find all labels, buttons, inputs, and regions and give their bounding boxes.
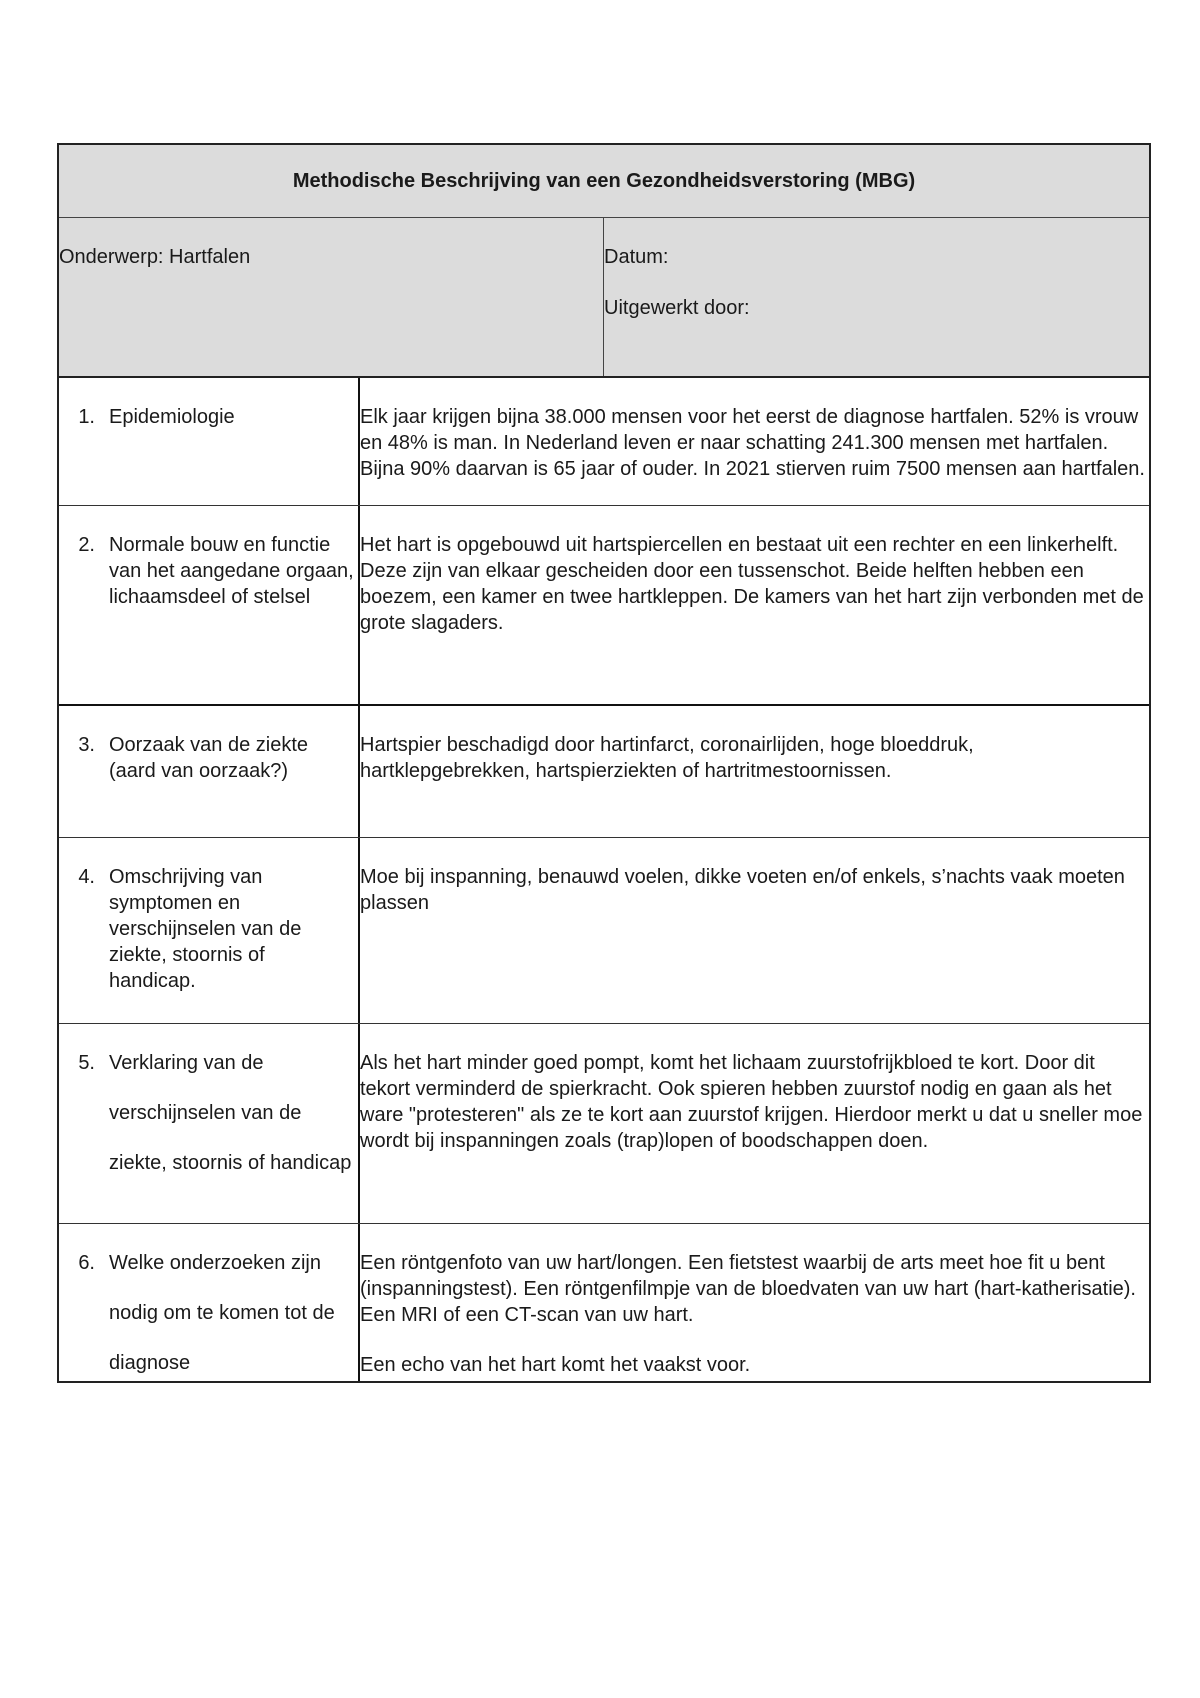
- row-label: Verklaring van de verschijnselen van de ziekte, stoornis of handicap: [109, 1052, 352, 1174]
- row-number: 4.: [78, 866, 95, 888]
- row-text: Elk jaar krijgen bijna 38.000 mensen voor het eerst de diagnose hartfalen. 52% is vrouw en 48% is man. In Nederland leven er naar schatting 241.300 mensen met hartfalen. Bijna 90% daarvan is 65 jaar of ouder. In 2021 stierven ruim 7500 mensen aan hartfalen.: [360, 406, 1145, 480]
- uitgewerkt-field: Uitgewerkt door:: [604, 297, 750, 319]
- row-number: 6.: [78, 1252, 95, 1274]
- row-label-cell: [59, 1024, 360, 1223]
- row-label: Oorzaak van de ziekte (aard van oorzaak?): [109, 734, 308, 782]
- table-row: [59, 1024, 1149, 1224]
- row-text: Moe bij inspanning, benauwd voelen, dikke voeten en/of enkels, s’nachts vaak moeten plassen: [360, 866, 1125, 914]
- table-row: [59, 506, 1149, 706]
- row-label: Omschrijving van symptomen en verschijnselen van de ziekte, stoornis of handicap.: [109, 866, 302, 992]
- row-text: Een röntgenfoto van uw hart/longen. Een fietstest waarbij de arts meet hoe fit u bent (inspanningstest). Een röntgenfilmpje van de bloedvaten van uw hart (hart-katherisatie). Een MRI of een CT-scan van uw hart.: [360, 1252, 1136, 1326]
- row-label: Normale bouw en functie van het aangedane orgaan, lichaamsdeel of stelsel: [109, 534, 354, 608]
- table-row: [59, 378, 1149, 506]
- row-number: 2.: [78, 534, 95, 556]
- row-text-extra: Een echo van het hart komt het vaakst voor.: [360, 1354, 751, 1376]
- row-label-cell: [59, 378, 360, 505]
- row-label: Epidemiologie: [109, 406, 235, 428]
- row-label-cell: [59, 506, 360, 704]
- table-row: [59, 1224, 1149, 1381]
- datum-field: Datum:: [604, 246, 669, 268]
- meta-row: [59, 218, 1149, 378]
- row-number: 5.: [78, 1052, 95, 1074]
- row-content: [360, 706, 1149, 837]
- row-content: [360, 838, 1149, 1023]
- row-label-cell: [59, 838, 360, 1023]
- row-label-cell: [59, 706, 360, 837]
- row-content: [360, 1024, 1149, 1223]
- row-number: 1.: [78, 406, 95, 428]
- row-label-cell: [59, 1224, 360, 1381]
- mbg-table: [57, 143, 1151, 1383]
- row-text: Hartspier beschadigd door hartinfarct, coronairlijden, hoge bloeddruk, hartklepgebrekken, hartspierziekten of hartritmestoornissen.: [360, 734, 974, 782]
- row-content: [360, 1224, 1149, 1381]
- row-text: Het hart is opgebouwd uit hartspiercellen en bestaat uit een rechter en een linkerhelft. Deze zijn van elkaar gescheiden door een tussenschot. Beide helften hebben een boezem, een kamer en twee hartkleppen. De kamers van het hart zijn verbonden met de grote slagaders.: [360, 534, 1144, 634]
- row-content: [360, 506, 1149, 704]
- row-content: [360, 378, 1149, 505]
- table-title: Methodische Beschrijving van een Gezondheidsverstoring (MBG): [59, 145, 1149, 218]
- row-text: Als het hart minder goed pompt, komt het lichaam zuurstofrijkbloed te kort. Door dit tekort verminderd de spierkracht. Ook spieren hebben zuurstof nodig en gaan als het ware "protesteren" als ze te kort aan zuurstof krijgen. Hierdoor merkt u dat u sneller moe wordt bij inspanningen zoals (trap)lopen of boodschappen doen.: [360, 1052, 1143, 1152]
- onderwerp-field: Onderwerp: Hartfalen: [59, 218, 604, 376]
- row-number: 3.: [78, 734, 95, 756]
- meta-right: [604, 218, 1149, 376]
- table-row: [59, 706, 1149, 838]
- row-label: Welke onderzoeken zijn nodig om te komen tot de diagnose: [109, 1252, 335, 1374]
- table-row: [59, 838, 1149, 1024]
